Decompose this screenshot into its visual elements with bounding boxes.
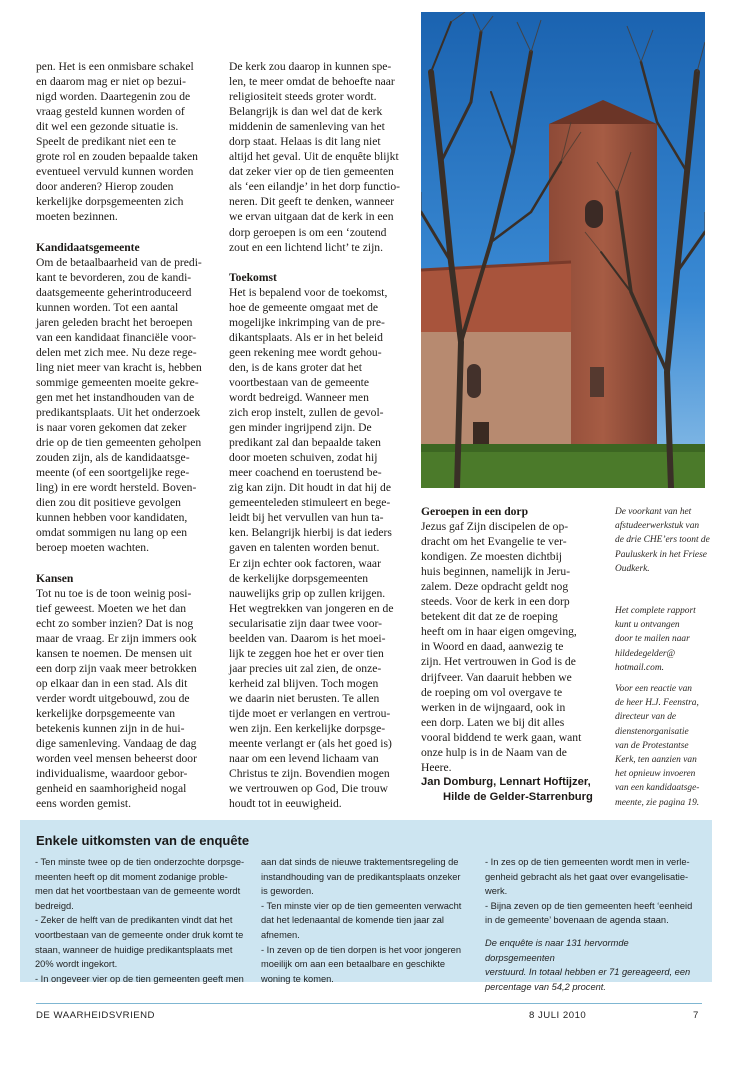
survey-column-3-list [485, 855, 701, 928]
heading-geroepen: Geroepen in een dorp [421, 505, 529, 518]
survey-results-box [20, 820, 712, 992]
text-line: De voorkant van het [615, 507, 692, 517]
text-line: individualisme, waardoor gebor- [36, 767, 188, 781]
text-line: pen. Het is een onmisbare schakel [36, 60, 194, 73]
text-line: jaren geleden bracht het beroepen [36, 315, 193, 329]
text-line: dien zou dit positieve gevolgen [36, 496, 181, 510]
text-line: gemeenteleden stimuleert en bege- [229, 496, 391, 510]
page-number: 7 [693, 1010, 699, 1021]
text-line: Om de betaalbaarheid van de predi- [36, 255, 202, 269]
survey-box-title: Enkele uitkomsten van de enquête [36, 833, 250, 848]
text-line: we daarin niet berusten. Te allen [229, 691, 380, 705]
text-line: de kerkelijke dorpsgemeenten [229, 571, 369, 585]
text-line: kunnen hebben voor kandidaten, [36, 511, 188, 525]
text-line: Jezus gaf Zijn discipelen de op- [421, 520, 569, 534]
text-line: zich erop instelt, zullen de gevol- [229, 406, 384, 420]
text-line: vraag gesteld kunnen worden of [36, 105, 185, 119]
text-line: sommige gemeenten moeite gekre- [36, 375, 199, 389]
col1-para-kandidaatsgemeente [36, 255, 222, 556]
text-line: Christus te zijn. Bovendien mogen [229, 767, 390, 781]
text-line: jaar precies uit zal zien, de onze- [229, 661, 382, 675]
text-line: leidt bij het vervullen van hun ta- [229, 511, 384, 525]
text-line: meer coachend en toerustend be- [229, 466, 382, 480]
text-line: den, is de kans groter dat het [229, 360, 362, 374]
text-line: woning te komen. [261, 973, 334, 984]
text-line: Voor een reactie van [615, 684, 692, 694]
text-line: De enquête is naar 131 hervormde dorpsgemeenten [485, 937, 629, 963]
text-line: de roeping om vol overgave te [421, 685, 563, 699]
text-line: - In zeven op de tien dorpen is het voor jongeren [261, 944, 462, 955]
text-line: eens worden gemist. [36, 797, 131, 811]
report-note [615, 604, 719, 675]
text-line: percentage van 54,2 procent. [485, 981, 606, 992]
text-line: tijde moet er verlangen en vertrou- [229, 706, 391, 720]
text-line: gen minder ingrijpend zijn. De [229, 421, 372, 435]
text-line: tief geweest. Moeten we het dan [36, 601, 187, 615]
text-line: en daarom mag er niet op bezui- [36, 75, 187, 89]
text-line: altijd het geval. Uit de enquête blijkt [229, 150, 399, 164]
text-line: meente (of een soortgelijke rege- [36, 466, 190, 480]
text-line: genheid gebracht als het gaat over evangelisatie- [485, 871, 689, 882]
text-line: Het wegtrekken van jongeren en de [229, 601, 394, 615]
text-line: kerheid zal blijven. Toch mogen [229, 676, 379, 690]
text-line: religiositeit steeds groter wordt. [229, 90, 377, 104]
text-line: dienstenorganisatie [615, 726, 689, 737]
text-line: omdat sommigen nu lang op een [36, 526, 188, 540]
text-line: Het is bepalend voor de toekomst, [229, 285, 388, 299]
text-line: instandhouding van de predikantsplaats onzeker [261, 871, 461, 882]
footer-rule [36, 1003, 702, 1004]
text-line: wen zijn. Een kerkelijke dorpsge- [229, 722, 386, 736]
text-line: predikantsplaats. Uit het onderzoek [36, 406, 201, 420]
text-line: dige samenleving. Vandaag de dag [36, 737, 197, 751]
text-line: Oudkerk. [615, 563, 650, 574]
text-line: geen rekening mee wordt gehou- [229, 345, 382, 359]
text-line: gen met het instandhouden van de [36, 390, 195, 404]
photo-caption [615, 505, 719, 576]
text-line: Heere. [421, 760, 452, 774]
text-line: maar de vraag. Er zijn immers ook [36, 631, 197, 645]
text-line: genheid en saamhorigheid nogal [36, 782, 187, 796]
text-line: van de Protestantse [615, 740, 689, 751]
text-line: door anderen? Hierop zouden [36, 180, 174, 194]
text-line: vooral biddend te werk gaan, want [421, 730, 582, 744]
text-line: worden veel mensen beheerst door [36, 752, 197, 766]
text-line: kerkelijke dorpsgemeenten zich [36, 195, 184, 209]
text-line: middenin de samenleving van het [229, 120, 385, 134]
text-line: betekent dit dat ze de roeping [421, 610, 558, 624]
text-line: neren. Dit geeft te denken, wanneer [229, 195, 395, 209]
text-line: dat het ledenaantal de komende tien jaar zal [261, 915, 444, 926]
text-line: beelden van. Daarom is het moei- [229, 631, 386, 645]
text-line: meenten heeft op dit moment zodanige proble- [35, 871, 228, 882]
text-line: eventueel vervuld kunnen worden [36, 165, 194, 179]
text-line: Het complete rapport [615, 606, 696, 616]
text-line: in Woord en daad, aanwezig te [421, 640, 564, 654]
text-line: afstudeerwerkstuk van [615, 521, 700, 532]
text-line: dat zeker vier op de tien gemeenten [229, 165, 394, 179]
text-line: zouden zijn, als de kandidaatsge- [36, 451, 190, 465]
text-line: kunt u ontvangen [615, 620, 680, 631]
text-line: als ‘een eilandje’ in het dorp functio- [229, 180, 401, 194]
text-line: De kerk zou daarop in kunnen spe- [229, 60, 392, 73]
text-line: - Zeker de helft van de predikanten vindt dat het [35, 915, 233, 926]
text-line: ling) in ere wordt hersteld. Boven- [36, 481, 197, 495]
text-line: aan dat sinds de nieuwe traktementsregeling de [261, 857, 459, 867]
text-line: meente verlangt er (als het goed is) [229, 737, 392, 751]
text-line: - Bijna zeven op de tien gemeenten heeft ‘eenheid [485, 900, 693, 911]
text-line: staan, wanneer de huidige predikantsplaats met [35, 944, 233, 955]
text-line: - In zes op de tien gemeenten wordt men in verle- [485, 857, 690, 867]
text-line: Pauluskerk in het Friese [615, 549, 707, 560]
text-line: Tot nu toe is de toon weinig posi- [36, 586, 192, 600]
text-line: heeft om in haar eigen omgeving, [421, 625, 577, 639]
text-line: mogelijke inkrimping van de pre- [229, 315, 385, 329]
text-line: werken in de wijngaard, ook in [421, 700, 566, 714]
article-column-3 [421, 504, 606, 805]
text-line: daatsgemeente geherintroduceerd [36, 285, 192, 299]
text-line: het opnieuw invoeren [615, 769, 696, 780]
text-line: lijk te zeggen hoe het er over tien [229, 646, 384, 660]
article-column-2 [229, 59, 413, 811]
text-line: wordt bedreigd. Wanneer men [229, 390, 369, 404]
text-line: men dat het voortbestaan van de gemeente wordt [35, 886, 241, 897]
text-line: hotmail.com. [615, 662, 664, 673]
text-line: kansen te noemen. De mensen uit [36, 646, 192, 660]
heading-kandidaatsgemeente: Kandidaatsgemeente [36, 240, 140, 254]
text-line: dracht om het Evangelie te ver- [421, 535, 567, 549]
church-photo [421, 12, 705, 488]
text-line: grote rol en zouden bepaalde taken [36, 150, 198, 164]
text-line: dikantsplaats. Als er in het beleid [229, 330, 383, 344]
text-line: een dorp. Laten we bij dit alles [421, 715, 565, 729]
heading-kansen: Kansen [36, 571, 74, 585]
publication-name: DE WAARHEIDSVRIEND [36, 1010, 155, 1021]
text-line: nigd worden. Daartegenin zou de [36, 90, 191, 104]
text-line: kunnen worden. Tot een aantal [36, 300, 179, 314]
text-line: hoe de gemeente omgaat met de [229, 300, 379, 314]
text-line: directeur van de [615, 712, 677, 723]
survey-note [485, 936, 701, 994]
text-line: verder wordt uitgebouwd, zou de [36, 691, 190, 705]
text-line: is geworden. [261, 886, 314, 897]
text-line: zijn. Het vertrouwen in God is de [421, 655, 576, 669]
text-line: drie op de tien gemeenten geholpen [36, 436, 202, 450]
text-line: beroep moeten wachten. [36, 541, 149, 555]
text-line: is naar voren gekomen dat zeker [36, 421, 187, 435]
text-line: echt zo somber inzien? Dat is nog [36, 616, 194, 630]
text-line: voortbestaan van de gemeente onder druk komt te [35, 929, 244, 940]
text-line: houdt tot in eeuwigheid. [229, 797, 342, 811]
text-line: kant te bevorderen, zou de kandi- [36, 270, 192, 284]
text-line: naar om een levend lichaam van [229, 752, 379, 766]
text-line: nauwelijks grip op zullen krijgen. [229, 586, 386, 600]
text-line: - Ten minste twee op de tien onderzochte dorpsge- [35, 857, 245, 867]
text-line: dorp geroepen is om een ‘zoutend [229, 225, 387, 239]
text-line: len, te meer omdat de behoefte naar [229, 75, 395, 89]
col2-intro [229, 59, 413, 255]
text-line: door moeten schuiven, zodat hij [229, 451, 378, 465]
col1-para-kansen [36, 586, 222, 812]
text-line: predikant zal dan bepaalde taken [229, 436, 381, 450]
text-line: Kerk, ten aanzien van [615, 755, 697, 766]
text-line: we ervan uitgaan dat de kerk in een [229, 210, 394, 224]
text-line: delen met zich mee. Nu deze rege- [36, 345, 197, 359]
article-column-1 [36, 59, 222, 811]
authors-line-2: Hilde de Gelder-Starrenburg [443, 790, 593, 803]
col2-para-toekomst [229, 285, 413, 812]
text-line: hildedegelder@ [615, 648, 676, 659]
text-line: ken. Belangrijk hierbij is dat ieders [229, 526, 392, 540]
text-line: secularisatie zijn daar twee voor- [229, 616, 382, 630]
text-line: onze hulp is in de Naam van de [421, 745, 567, 759]
text-line: - Ten minste vier op de tien gemeenten verwacht [261, 900, 462, 911]
authors-line-1: Jan Domburg, Lennart Hoftijzer, [421, 775, 591, 788]
text-line: op elkaar dan in een stad. Als dit [36, 676, 188, 690]
text-line: van een kandidaatsge- [615, 783, 700, 794]
text-line: steeds. Voor de kerk in een dorp [421, 595, 570, 609]
text-line: door te mailen naar [615, 634, 690, 645]
text-line: we vertrouwen op God, Die trouw [229, 782, 389, 796]
text-line: in de gemeente’ bovenaan de agenda staan. [485, 915, 669, 926]
text-line: moeten bezinnen. [36, 210, 118, 224]
text-line: zout en een lichtend licht’ te zijn. [229, 240, 383, 254]
text-line: van een kandidaat financiële voor- [36, 330, 197, 344]
col3-para [421, 519, 606, 775]
text-line: de drie CHE’ers toont de [615, 535, 710, 546]
text-line: moeilijk om aan een betaalbare en geschikte [261, 959, 445, 970]
text-line: Belangrijk is dan wel dat de kerk [229, 105, 383, 119]
col1-intro [36, 59, 222, 225]
text-line: bedreigd. [35, 900, 74, 911]
text-line: 20% wordt ingekort. [35, 959, 118, 970]
text-line: ling niet meer van kracht is, hebben [36, 360, 202, 374]
text-line: - In ongeveer vier op de tien gemeenten geeft men [35, 973, 244, 984]
text-line: Speelt de predikant niet een te [36, 135, 177, 149]
text-line: dorp staat. Helaas is dit lang niet [229, 135, 381, 149]
text-line: drijfveer. Van daaruit hebben we [421, 670, 572, 684]
text-line: kondigen. Ze moesten dichtbij [421, 550, 563, 564]
reaction-note [615, 682, 719, 810]
survey-column-3 [485, 855, 701, 994]
text-line: huis beginnen, namelijk in Jeru- [421, 565, 571, 579]
text-line: een dorp zijn vaak meer betrokken [36, 661, 197, 675]
heading-toekomst: Toekomst [229, 270, 277, 284]
text-line: afnemen. [261, 929, 300, 940]
text-line: dit wel een gezonde situatie is. [36, 120, 179, 134]
text-line: zig kan zijn. Dit houdt in dat hij de [229, 481, 391, 495]
text-line: voortbestaan van de gemeente [229, 375, 370, 389]
text-line: zalem. Deze opdracht geldt nog [421, 580, 569, 594]
text-line: Er zijn echter ook factoren, waar [229, 556, 381, 570]
text-line: kerkelijke dorpsgemeente van [36, 706, 176, 720]
text-line: betekenis kunnen zijn in de hui- [36, 721, 185, 735]
text-line: gaven en talenten worden benut. [229, 541, 380, 555]
text-line: meente, zie pagina 19. [615, 797, 700, 808]
text-line: verstuurd. In totaal hebben er 71 gereageerd, een [485, 967, 691, 978]
issue-date: 8 JULI 2010 [529, 1010, 587, 1021]
survey-column-1 [35, 855, 250, 986]
text-line: werk. [485, 886, 508, 897]
text-line: de heer H.J. Feenstra, [615, 698, 699, 709]
survey-column-2 [261, 855, 475, 986]
